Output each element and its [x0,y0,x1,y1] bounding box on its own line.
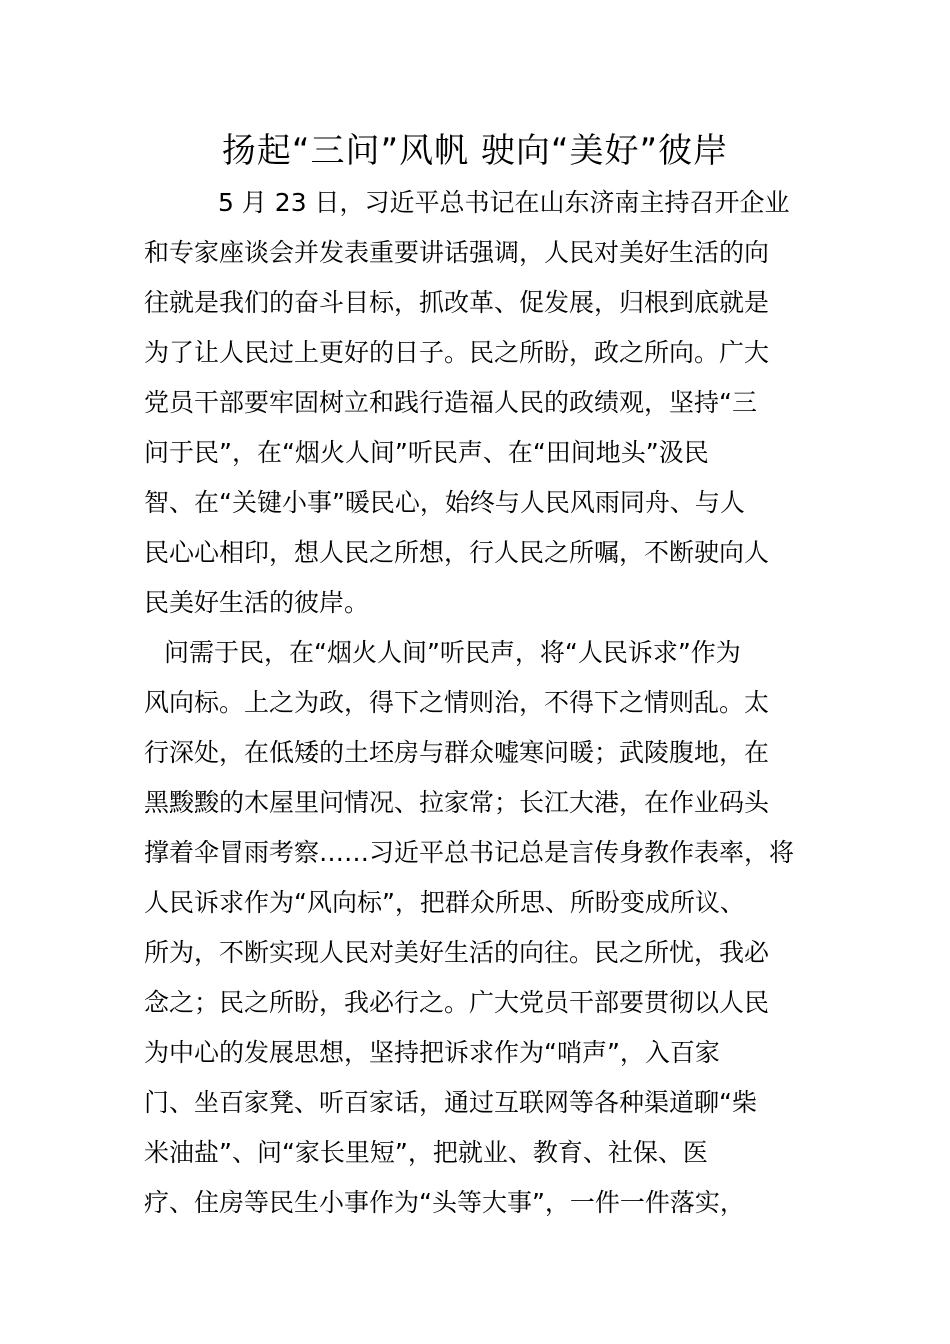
paragraph-line: 智、在“关键小事”暖民心，始终与人民风雨同舟、与人 [144,488,745,517]
paragraph-line: 往就是我们的奋斗目标，抓改革、促发展，归根到底就是 [144,288,770,317]
document-title: 扬起“三问”风帆 驶向“美好”彼岸 [221,131,729,171]
paragraph-line: 和专家座谈会并发表重要讲话强调，人民对美好生活的向 [144,238,770,267]
paragraph-line: 问需于民，在“烟火人间”听民声，将“人民诉求”作为 [164,638,741,667]
paragraph-line: 5 月 23 日，习近平总书记在山东济南主持召开企业 [218,188,790,217]
paragraph-line: 民美好生活的彼岸。 [144,588,370,617]
document-body [144,178,814,1228]
paragraph-line: 为了让人民过上更好的日子。民之所盼，政之所向。广大 [144,338,770,367]
paragraph-line: 念之；民之所盼，我必行之。广大党员干部要贯彻以人民 [144,988,770,1017]
paragraph-line: 米油盐”、问“家长里短”，把就业、教育、社保、医 [144,1138,708,1167]
paragraph-line: 风向标。上之为政，得下之情则治，不得下之情则乱。太 [144,688,770,717]
paragraph-line: 疗、住房等民生小事作为“头等大事”，一件一件落实， [144,1188,745,1217]
paragraph-line: 黑黢黢的木屋里问情况、拉家常；长江大港，在作业码头 [144,788,770,817]
paragraph-line: 党员干部要牢固树立和践行造福人民的政绩观，坚持“三 [144,388,757,417]
paragraph-line: 撑着伞冒雨考察……习近平总书记总是言传身教作表率，将 [144,838,795,867]
paragraph-line: 民心心相印，想人民之所想，行人民之所嘱，不断驶向人 [144,538,770,567]
paragraph-line: 行深处，在低矮的土坯房与群众嘘寒问暖；武陵腹地，在 [144,738,770,767]
paragraph-line: 为中心的发展思想，坚持把诉求作为“哨声”，入百家 [144,1038,720,1067]
paragraph-line: 人民诉求作为“风向标”，把群众所思、所盼变成所议、 [144,888,745,917]
paragraph-line: 问于民”，在“烟火人间”听民声、在“田间地头”汲民 [144,438,709,467]
paragraph-line: 门、坐百家凳、听百家话，通过互联网等各种渠道聊“柴 [144,1088,757,1117]
paragraph-line: 所为，不断实现人民对美好生活的向往。民之所忧，我必 [144,938,770,967]
